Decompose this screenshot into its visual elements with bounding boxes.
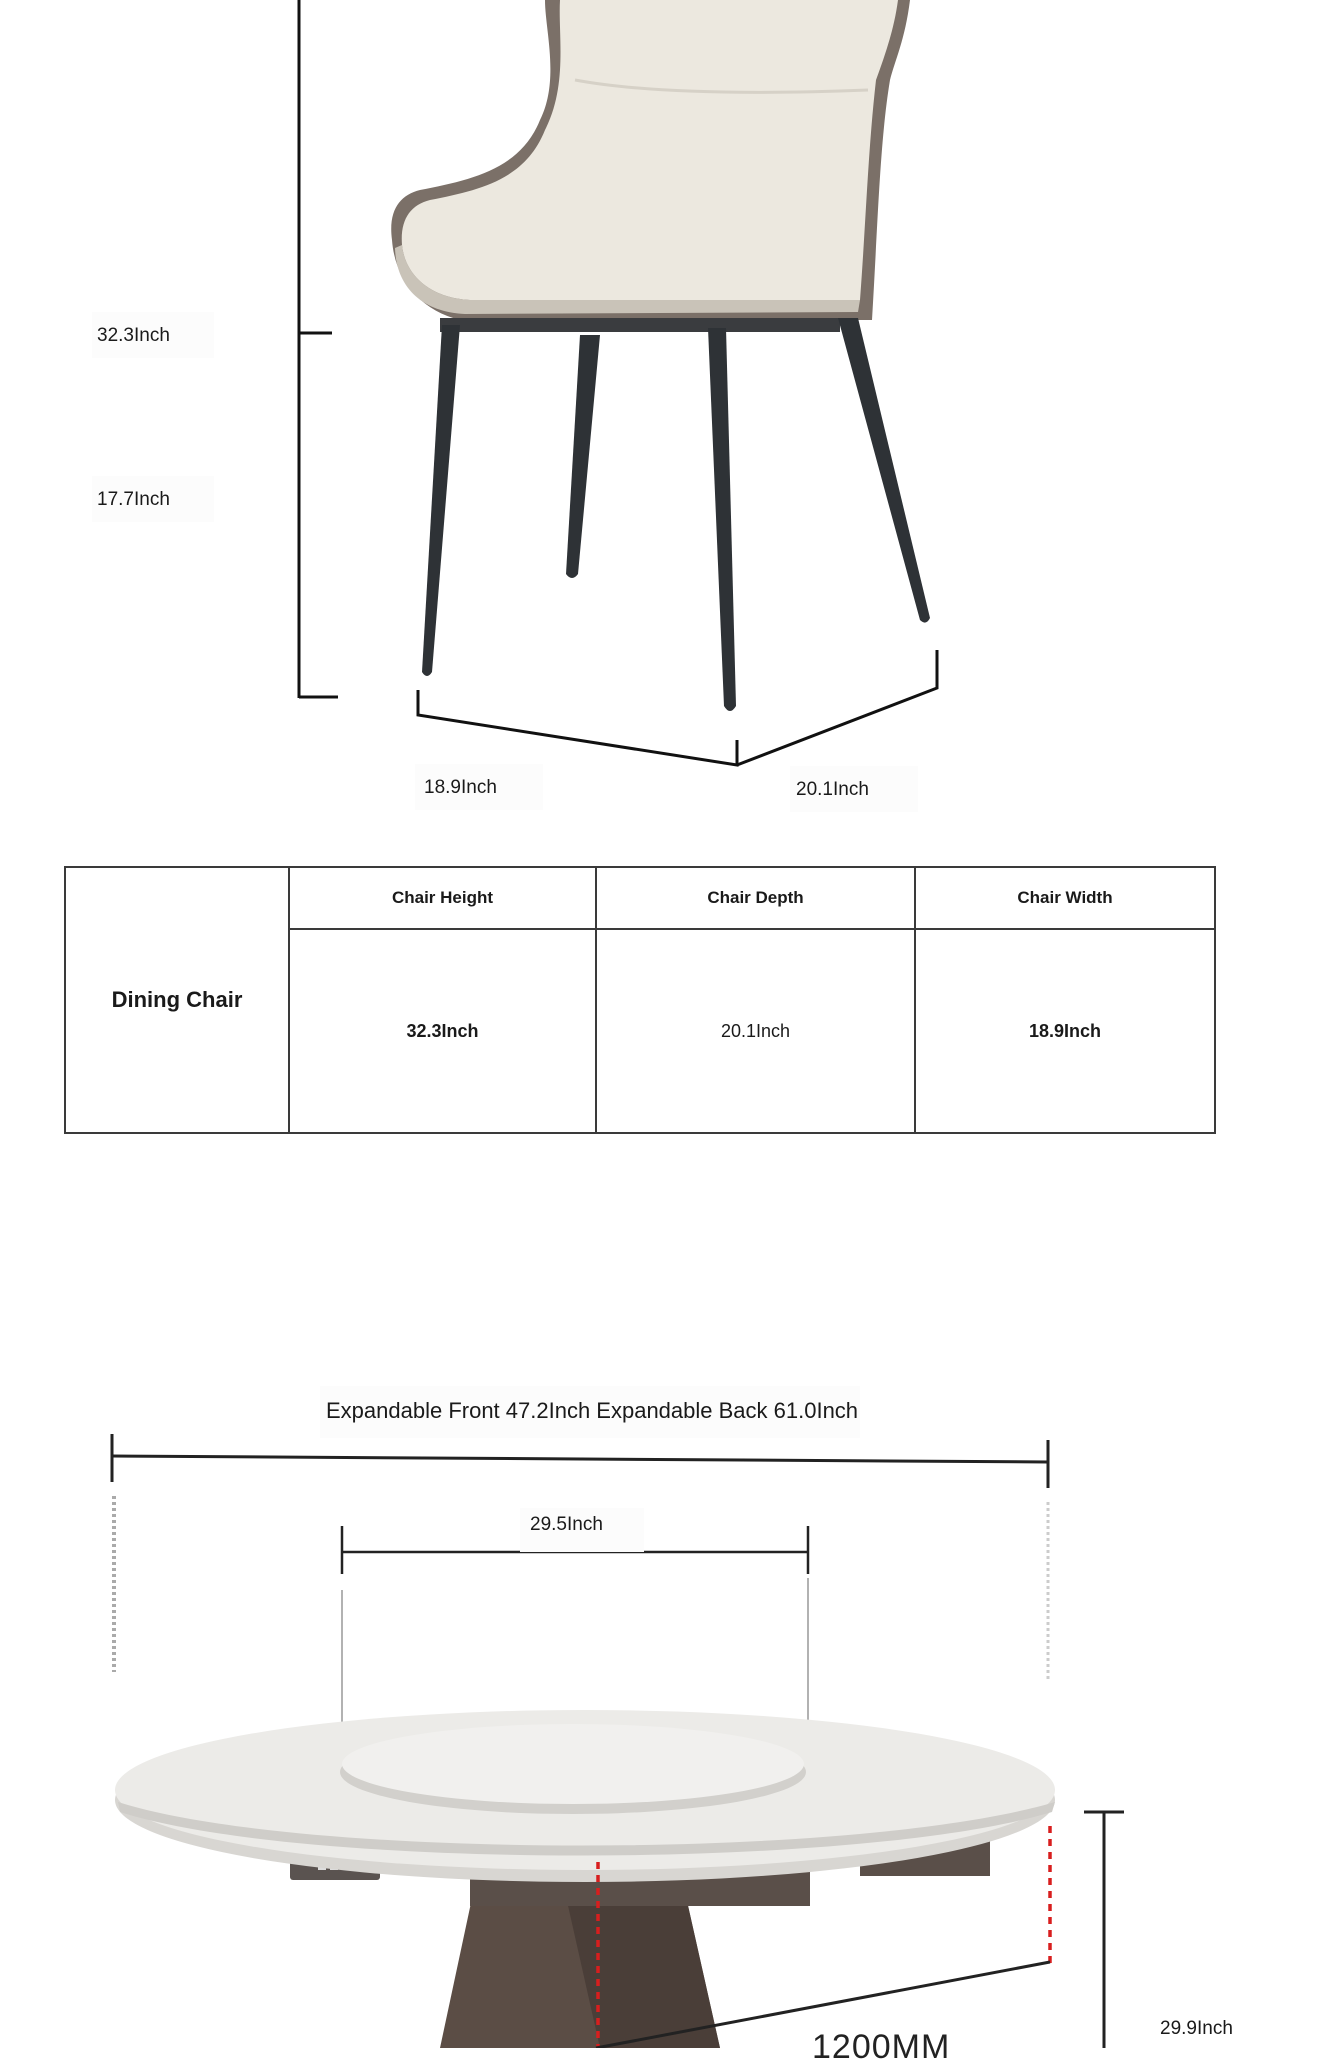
- chair-depth-label: 20.1Inch: [796, 779, 869, 800]
- lazy-susan-width-label: 29.5Inch: [530, 1514, 603, 1535]
- spec-value-depth: 20.1Inch: [596, 929, 915, 1133]
- expandable-label: Expandable Front 47.2Inch Expandable Back 61.0Inch: [326, 1398, 859, 1423]
- base-partial-text: 1200MM: [812, 2028, 951, 2066]
- spec-header-width: Chair Width: [915, 867, 1215, 929]
- lazy-susan: [342, 1724, 804, 1804]
- spec-value-width: 18.9Inch: [915, 929, 1215, 1133]
- spec-row-label: Dining Chair: [65, 867, 289, 1133]
- height-overall-label: 32.3Inch: [97, 325, 170, 346]
- table-height-label: 29.9Inch: [1160, 2018, 1233, 2039]
- spec-value-height: 32.3Inch: [289, 929, 596, 1133]
- chair-width-label: 18.9Inch: [424, 777, 497, 798]
- spec-header-depth: Chair Depth: [596, 867, 915, 929]
- spec-header-height: Chair Height: [289, 867, 596, 929]
- seat-height-label: 17.7Inch: [97, 489, 170, 510]
- expandable-dimension-line: [112, 1456, 1048, 1462]
